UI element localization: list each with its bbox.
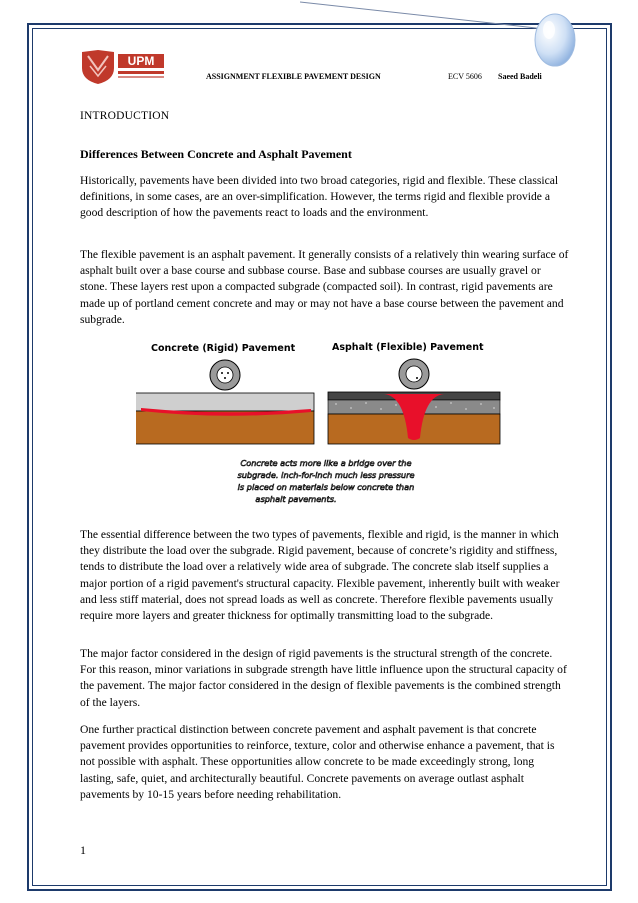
header-title: ASSIGNMENT FLEXIBLE PAVEMENT DESIGN xyxy=(206,72,381,81)
figure-caption xyxy=(237,458,414,504)
figure-caption-line: Concrete acts more like a bridge over the xyxy=(240,458,412,468)
wheel-icon xyxy=(399,359,429,389)
paragraph: The flexible pavement is an asphalt pavement. It generally consists of a relatively thin wearing surface of asphalt built over a base course and subbase course. Base and subbase courses are usually gravel or stone. These layers rest upon a compacted subgrade (compacted soil). In contrast, rigid pavements are made up of portland cement concrete and may or may not have a base course between the pavement and subgrade. xyxy=(80,248,569,326)
paragraph: Historically, pavements have been divided into two broad categories, rigid and flexible. These classical definitions, in some cases, are an over-simplification. However, the terms rigid and flexible provide a good description of how the pavements react to loads and the environment. xyxy=(80,174,559,220)
wheel-icon xyxy=(210,360,240,390)
logo-text: UPM xyxy=(127,54,155,68)
section-title: INTRODUCTION xyxy=(80,110,170,122)
page-number: 1 xyxy=(80,843,86,857)
figure-label-rigid: Concrete (Rigid) Pavement xyxy=(151,343,296,354)
flexible-pavement-section xyxy=(328,392,500,444)
figure-label-flexible: Asphalt (Flexible) Pavement xyxy=(332,342,484,353)
header-course-code: ECV 5606 xyxy=(448,72,482,81)
paragraph: One further practical distinction between concrete pavement and asphalt pavement is that concrete pavement provides opportunities to reinforce, texture, color and otherwise enhance a pavement, that is not possible with asphalt. These opportunities allow concrete to be made exceedingly strong, long lasting, safe, quiet, and architecturally beautiful. Concrete pavements on average outlast asphalt pavements by 10-15 years before needing rehabilitation. xyxy=(80,723,555,801)
paragraph: The major factor considered in the design of rigid pavements is the structural strength of the concrete. For this reason, minor variations in subgrade strength have little influence upon the structural capacity of the pavement. The major factor considered in the design of flexible pavements is the combined strength of the layers. xyxy=(80,647,567,709)
paragraph: The essential difference between the two types of pavements, flexible and rigid, is the manner in which they distribute the load over the subgrade. Rigid pavement, because of concrete’s rigidity and stiffness, tends to distribute the load over a relatively wide area of subgrade. The concrete slab itself supplies a major portion of a rigid pavement's structural capacity. Flexible pavement, inherently built with weaker and less stiff material, does not spread loads as well as concrete. Therefore flexible pavements usually require more layers and greater thickness for optimally transmitting load to the subgrade. xyxy=(80,528,560,623)
subheading: Differences Between Concrete and Asphalt Pavement xyxy=(80,147,352,161)
figure-caption-line: asphalt pavements. xyxy=(255,494,337,504)
pavement-comparison-figure xyxy=(136,338,516,518)
decorative-orb-icon xyxy=(533,10,578,68)
figure-caption-line: subgrade. Inch-for-inch much less pressure xyxy=(237,470,415,480)
header-author: Saeed Badeli xyxy=(498,72,542,81)
upm-logo xyxy=(78,48,168,86)
rigid-pavement-section xyxy=(136,393,314,444)
figure-caption-line: is placed on materials below concrete than xyxy=(237,482,415,492)
